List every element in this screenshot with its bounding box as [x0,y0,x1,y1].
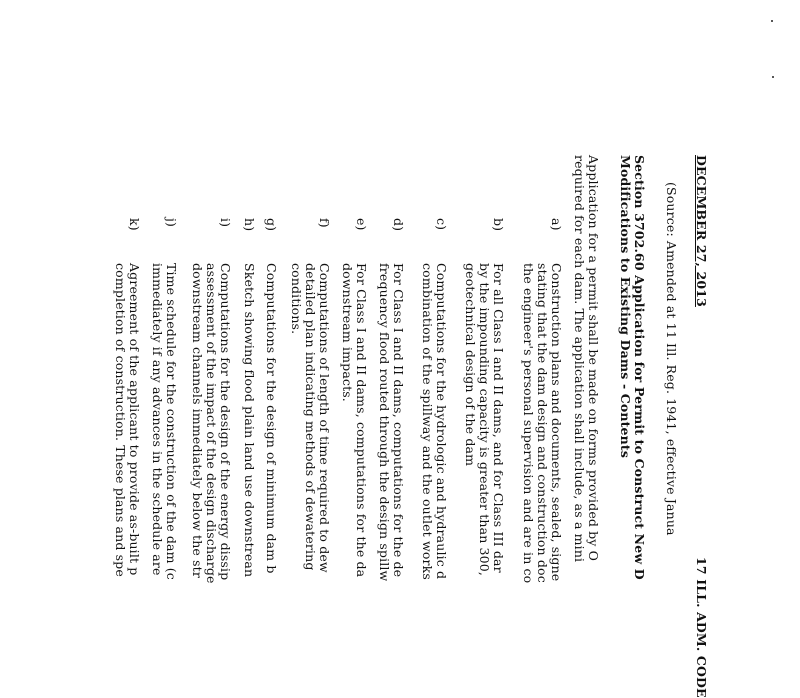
item-text: stating that the dam design and construction doc [535,263,550,583]
item-text: Computations for the design of minimum dam b [264,263,279,574]
item-text: completion of construction. These plans and spe [113,263,128,577]
item-text: frequency flood routed through the design spillw [377,263,392,582]
rotated-text-block [108,155,709,698]
source-note: (Source: Amended at 11 Ill. Reg. 1941, effective Janua [664,182,679,536]
item-text: For all Class I and II dams, and for Class III dar [491,263,506,573]
header-date: DECEMBER 27, 2013 [694,155,709,307]
item-label: k) [127,218,142,231]
item-text: the engineer's personal supervision and are in co [521,263,536,584]
item-text: Computations for the design of the energy dissip [218,263,233,581]
item-text: Construction plans and documents, sealed, signe [549,263,564,582]
item-text: Computations of length of time required to dew [317,263,332,573]
header-code: 17 ILL. ADM. CODE [694,557,709,698]
item-text: Time schedule for the construction of the dam (c [164,263,179,580]
section-title: Section 3702.60 Application for Permit to Construct New D [632,155,647,580]
item-text: Sketch showing flood plain land use downstrean [242,263,257,578]
item-text: by the impounding capacity is greater than 300, [477,263,492,576]
item-text: geotechnical design of the dam [463,263,478,467]
item-text: assessment of the impact of the design discharge [204,263,219,584]
intro-line: Application for a permit shall be made on forms provided by O [586,155,601,562]
scan-speck [772,76,774,78]
item-label: a) [549,218,564,231]
item-text: Agreement of the applicant to provide as-built p [127,263,142,576]
item-text: downstream impacts. [340,263,355,402]
item-label: c) [434,218,449,231]
item-text: conditions. [289,263,304,335]
item-label: b) [491,218,506,232]
item-text: immediately if any advances in the schedule are [150,263,165,576]
item-text: Computations for the hydrologic and hydraulic d [434,263,449,580]
item-text: For Class I and II dams, computations for the de [391,263,406,578]
scan-speck [771,20,773,22]
item-label: f) [317,218,332,228]
item-label: h) [242,218,257,232]
item-label: i) [218,218,233,228]
item-label: e) [354,218,369,231]
item-label: g) [264,218,279,232]
item-text: For Class I and II dams, computations for the da [354,263,369,578]
item-label: d) [391,218,406,232]
item-label: j) [164,218,179,228]
item-text: downstream channels immediately below the str [190,263,205,578]
intro-line: required for each dam. The application shall include, as a mini [572,155,587,563]
item-text: combination of the spillway and the outlet works [420,263,435,580]
section-title-line2: Modifications to Existing Dams - Contents [618,155,633,459]
item-text: detailed plan indicating methods of dewatering [303,263,318,571]
